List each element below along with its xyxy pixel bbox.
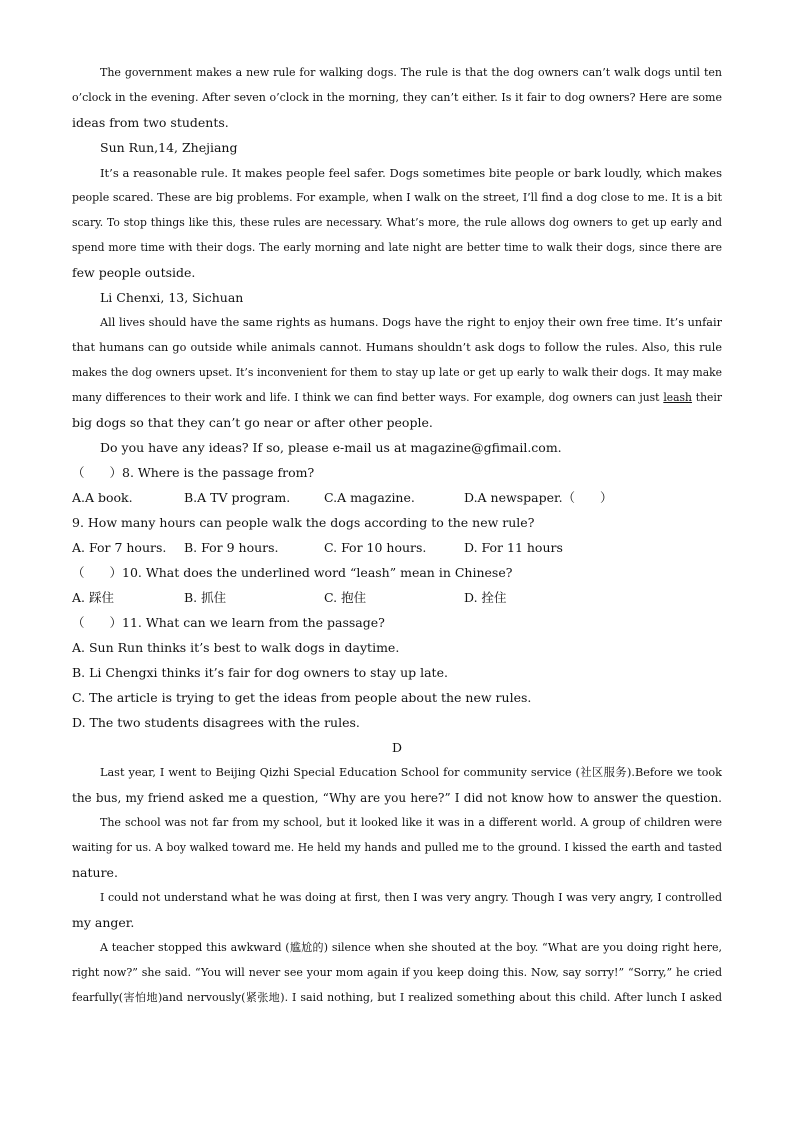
d-line-9: right now?” she said. “You will never see your mom again if you keep doing this. Now, say sorry!” “Sorry,” he cried — [72, 966, 722, 979]
student2-line-3: makes the dog owners upset. It’s inconvenient for them to stay up late or get up early to walk their dogs. It may make — [72, 366, 722, 379]
q9-option-a: A. For 7 hours. — [72, 540, 167, 555]
d-line-2: the bus, my friend asked me a question, “Why are you here?” I did not know how to answer the question. — [72, 791, 722, 805]
q11-option-d: D. The two students disagrees with the rules. — [72, 715, 360, 730]
section-heading-d: D — [391, 740, 403, 755]
intro-line-2: o’clock in the evening. After seven o’clock in the morning, they can’t either. Is it fair to dog owners? Here are some — [72, 91, 722, 104]
d-line-5: nature. — [72, 865, 118, 880]
student1-line-1: It’s a reasonable rule. It makes people feel safer. Dogs sometimes bite people or bark loudly, which makes — [100, 166, 722, 180]
student1-line-4: spend more time with their dogs. The early morning and late night are better time to walk their dogs, since there are — [72, 241, 722, 254]
student2-line-5: big dogs so that they can’t go near or after other people. — [72, 415, 433, 430]
intro-line-3: ideas from two students. — [72, 115, 229, 130]
closing-line: Do you have any ideas? If so, please e-mail us at magazine@gfimail.com. — [100, 440, 562, 455]
q9-stem: 9. How many hours can people walk the dogs according to the new rule? — [72, 515, 535, 530]
student2-line-4-tail: their — [691, 391, 722, 404]
student2-line-4 — [72, 388, 722, 408]
q10-option-c: C. 抱住 — [324, 590, 367, 605]
q10-option-a: A. 踩住 — [72, 590, 114, 605]
intro-line-1: The government makes a new rule for walking dogs. The rule is that the dog owners can’t walk dogs until ten — [100, 66, 722, 79]
q9-option-c: C. For 10 hours. — [324, 540, 427, 555]
q9-option-b: B. For 9 hours. — [184, 540, 279, 555]
d-line-3: The school was not far from my school, but it looked like it was in a different world. A group of children were — [100, 816, 722, 829]
d-line-1: Last year, I went to Beijing Qizhi Special Education School for community service (社区服务).Before we took — [100, 766, 722, 779]
q10-option-b: B. 抓住 — [184, 590, 227, 605]
q8-option-d: D.A newspaper.（ ） — [464, 490, 613, 505]
d-line-10: fearfully(害怕地)and nervously(紧张地). I said nothing, but I realized something about this child. After lunch I asked — [72, 991, 722, 1004]
q11-option-c: C. The article is trying to get the ideas from people about the new rules. — [72, 690, 532, 705]
student2-line-4-text: many differences to their work and life. I think we can find better ways. For example, dog owners can just — [72, 391, 660, 404]
q8-stem: （ ）8. Where is the passage from? — [72, 465, 315, 480]
q8-option-a: A.A book. — [72, 490, 133, 505]
student2-line-1: All lives should have the same rights as humans. Dogs have the right to enjoy their own free time. It’s unfair — [100, 316, 722, 329]
q8-option-b: B.A TV program. — [184, 490, 291, 505]
q10-option-d: D. 拴住 — [464, 590, 507, 605]
q11-option-a: A. Sun Run thinks it’s best to walk dogs in daytime. — [72, 640, 400, 655]
underlined-word-leash: leash — [663, 391, 692, 404]
student1-line-5: few people outside. — [72, 265, 196, 280]
q10-stem: （ ）10. What does the underlined word “leash” mean in Chinese? — [72, 565, 513, 580]
student1-name: Sun Run,14, Zhejiang — [100, 140, 238, 155]
q11-option-b: B. Li Chengxi thinks it’s fair for dog owners to stay up late. — [72, 665, 448, 680]
q11-stem: （ ）11. What can we learn from the passage? — [72, 615, 385, 630]
student2-line-2: that humans can go outside while animals cannot. Humans shouldn’t ask dogs to follow the rules. Also, this rule — [72, 341, 722, 354]
student1-line-2: people scared. These are big problems. For example, when I walk on the street, I’ll find a dog close to me. It is a bit — [72, 191, 722, 204]
student1-line-3: scary. To stop things like this, these rules are necessary. What’s more, the rule allows dog owners to get up early and — [72, 216, 722, 229]
q9-option-d: D. For 11 hours — [464, 540, 563, 555]
q8-option-c: C.A magazine. — [324, 490, 415, 505]
d-line-8: A teacher stopped this awkward (尴尬的) silence when she shouted at the boy. “What are you doing right here, — [100, 941, 722, 954]
student2-name: Li Chenxi, 13, Sichuan — [100, 290, 244, 305]
d-line-7: my anger. — [72, 915, 135, 930]
d-line-6: I could not understand what he was doing at first, then I was very angry. Though I was very angry, I controlled — [100, 891, 722, 904]
d-line-4: waiting for us. A boy walked toward me. He held my hands and pulled me to the ground. I kissed the earth and tasted — [72, 841, 722, 854]
